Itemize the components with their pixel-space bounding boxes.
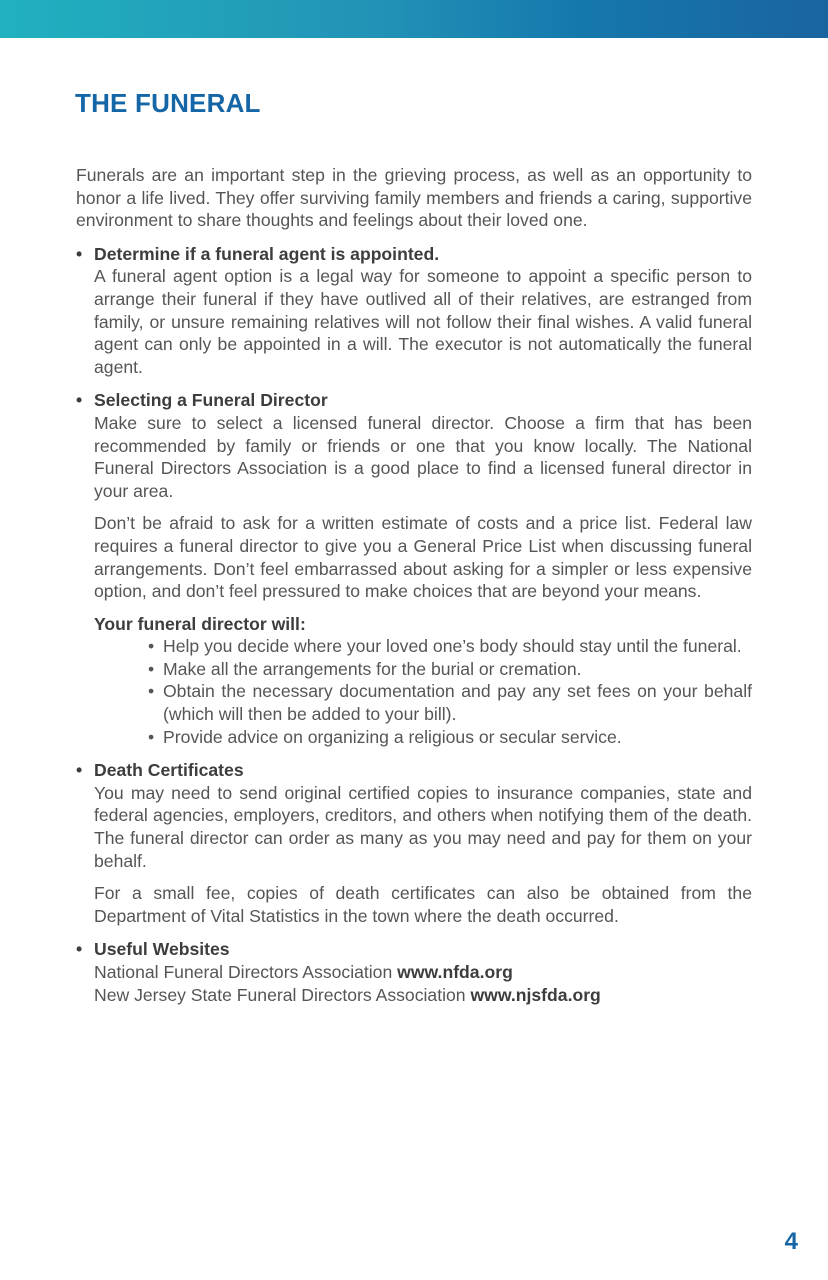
bullet-icon: • — [76, 243, 83, 264]
website-label: National Funeral Directors Association — [94, 962, 393, 982]
subheading: Your funeral director will: — [94, 613, 306, 634]
website-label: New Jersey State Funeral Directors Association — [94, 984, 466, 1005]
page-number: 4 — [784, 1228, 798, 1255]
list-item-text: Obtain the necessary documentation and pay any set fees on your behalf (which will then be added to your bill). — [163, 681, 752, 725]
list-item-text: Make all the arrangements for the burial or cremation. — [163, 658, 582, 679]
section-heading: Death Certificates — [94, 760, 244, 781]
section-paragraph: Make sure to select a licensed funeral director. Choose a firm that has been recommended by family or friends or one that you know locally. The National Funeral Directors Association is a good place to find a licensed funeral director in your area. — [94, 412, 752, 501]
section-death-certificates — [76, 759, 752, 927]
bullet-icon: • — [76, 760, 83, 781]
header-gradient-bar — [0, 0, 828, 38]
website-link-njsfda[interactable]: www.njsfda.org — [470, 984, 601, 1005]
list-item-text: Provide advice on organizing a religious or secular service. — [163, 726, 622, 747]
list-item — [148, 658, 752, 681]
list-item-text: Help you decide where your loved one’s body should stay until the funeral. — [163, 636, 742, 657]
website-entry-nfda — [94, 961, 752, 984]
bullet-icon: • — [148, 658, 155, 679]
list-item — [148, 680, 752, 725]
section-paragraph: A funeral agent option is a legal way for someone to appoint a specific person to arrange their funeral if they have outlived all of their relatives, are estranged from family, or unsure remaining relatives will not follow their final wishes. A valid funeral agent can only be appointed in a will. The executor is not automatically the funeral agent. — [94, 266, 752, 377]
section-heading: Useful Websites — [94, 939, 230, 960]
bullet-icon: • — [76, 939, 83, 960]
section-heading: Selecting a Funeral Director — [94, 390, 328, 411]
section-funeral-agent — [76, 243, 752, 379]
section-paragraph: For a small fee, copies of death certificates can also be obtained from the Department of Vital Statistics in the town where the death occurred. — [94, 883, 752, 926]
bullet-icon: • — [148, 681, 155, 702]
main-content — [76, 164, 752, 1017]
section-paragraph: Don’t be afraid to ask for a written estimate of costs and a price list. Federal law requires a funeral director to give you a General Price List when discussing funeral arrangements. Don’t feel embarrassed about asking for a simpler or less expensive option, and don’t feel pressured to make choices that are beyond your means. — [94, 513, 752, 602]
section-heading: Determine if a funeral agent is appointed. — [94, 243, 440, 264]
website-entry-njsfda — [94, 984, 752, 1007]
bullet-icon: • — [148, 636, 155, 657]
list-item — [148, 726, 752, 749]
website-link-nfda[interactable]: www.nfda.org — [397, 962, 513, 982]
director-duties-list — [94, 635, 752, 748]
section-paragraph: You may need to send original certified copies to insurance companies, state and federal agencies, employers, creditors, and others when notifying them of the death. The funeral director can order as many as you may need and pay for them on your behalf. — [94, 782, 752, 871]
page-title: THE FUNERAL — [75, 88, 261, 118]
bullet-icon: • — [76, 390, 83, 411]
section-funeral-director — [76, 389, 752, 748]
intro-paragraph: Funerals are an important step in the grieving process, as well as an opportunity to honor a life lived. They offer surviving family members and friends a caring, supportive environment to share thoughts and feelings about their loved one. — [76, 165, 752, 231]
bullet-icon: • — [148, 726, 155, 747]
list-item — [148, 635, 752, 658]
section-useful-websites — [76, 938, 752, 1006]
